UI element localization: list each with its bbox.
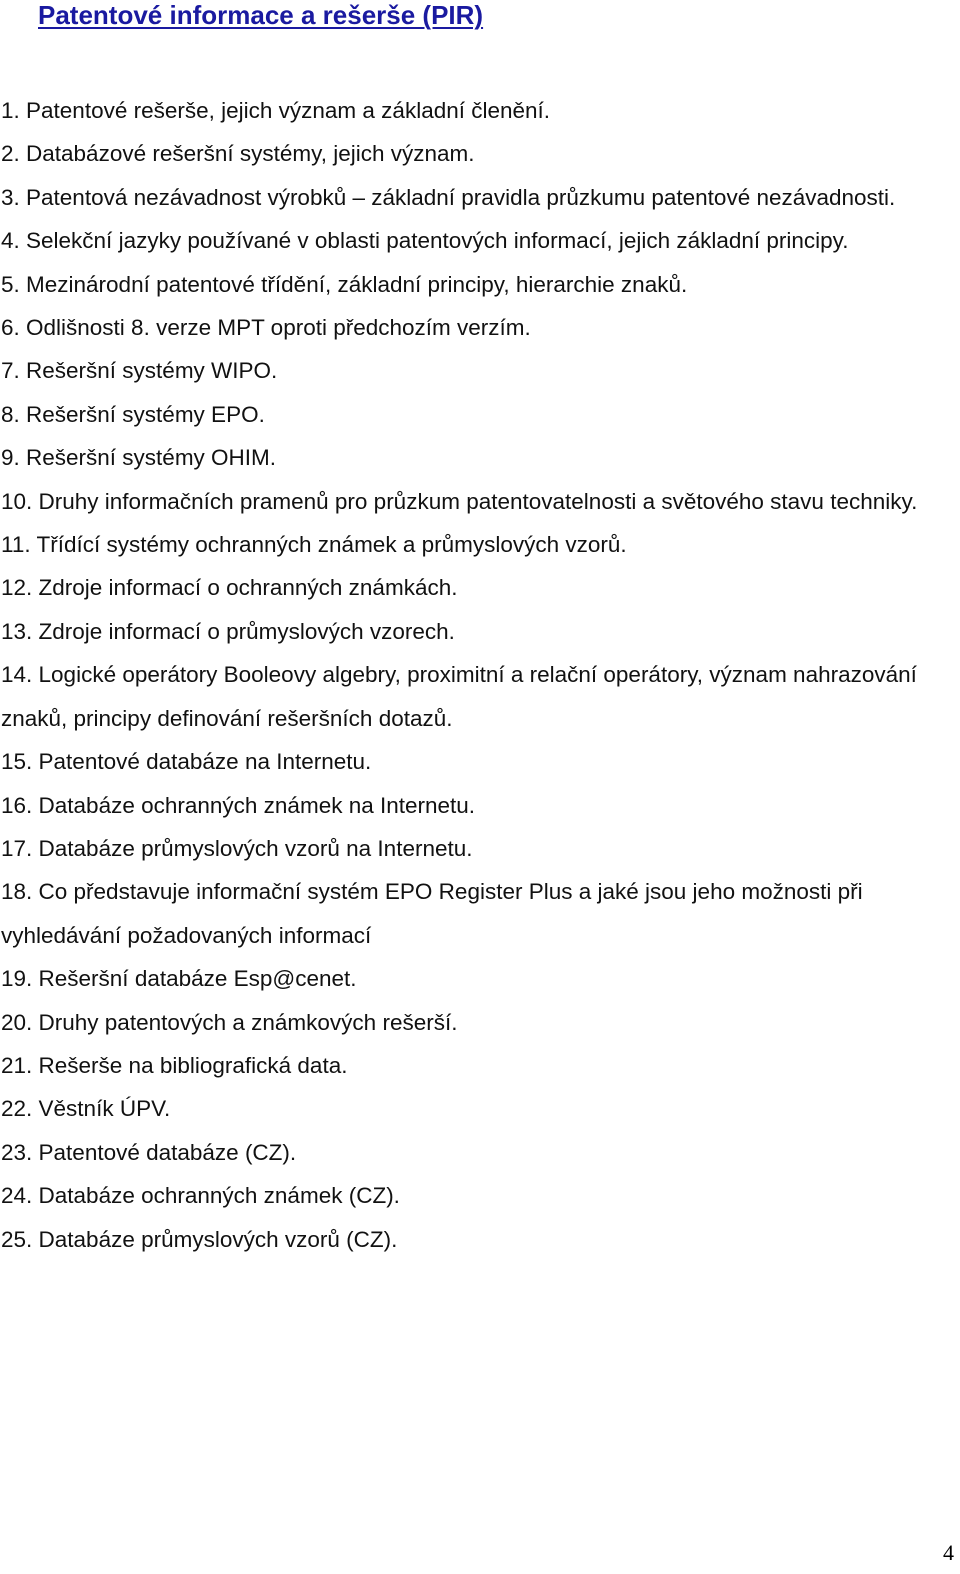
list-item: 11. Třídící systémy ochranných známek a průmyslových vzorů. bbox=[1, 532, 627, 558]
list-item: 17. Databáze průmyslových vzorů na Internetu. bbox=[1, 835, 473, 861]
list-item: 20. Druhy patentových a známkových rešerší. bbox=[1, 1009, 458, 1035]
list-item: 9. Rešeršní systémy OHIM. bbox=[1, 445, 277, 471]
list-item: 15. Patentové databáze na Internetu. bbox=[1, 749, 372, 775]
list-item: 2. Databázové rešeršní systémy, jejich význam. bbox=[1, 141, 475, 167]
page-number: 4 bbox=[943, 1540, 954, 1565]
list-item: 22. Věstník ÚPV. bbox=[1, 1096, 171, 1122]
list-item: 4. Selekční jazyky používané v oblasti patentových informací, jejich základní principy. bbox=[1, 228, 849, 254]
list-item: 19. Rešeršní databáze Esp@cenet. bbox=[1, 966, 357, 992]
list-item: 25. Databáze průmyslových vzorů (CZ). bbox=[1, 1226, 398, 1252]
list-item: 8. Rešeršní systémy EPO. bbox=[1, 401, 265, 427]
list-item: 18. Co představuje informační systém EPO Register Plus a jaké jsou jeho možnosti při vyhledávání požadovaných informací bbox=[1, 879, 863, 948]
list-item: 14. Logické operátory Booleovy algebry, proximitní a relační operátory, význam nahrazování znaků, principy definování rešeršních dotazů. bbox=[1, 662, 917, 731]
topic-list bbox=[1, 89, 931, 1261]
list-item: 1. Patentové rešerše, jejich význam a základní členění. bbox=[1, 98, 551, 123]
list-item: 5. Mezinárodní patentové třídění, základní principy, hierarchie znaků. bbox=[1, 271, 688, 297]
list-item: 23. Patentové databáze (CZ). bbox=[1, 1139, 297, 1165]
list-item: 16. Databáze ochranných známek na Internetu. bbox=[1, 792, 476, 818]
list-item: 24. Databáze ochranných známek (CZ). bbox=[1, 1183, 400, 1209]
list-item: 6. Odlišnosti 8. verze MPT oproti předchozím verzím. bbox=[1, 315, 531, 341]
page-title: Patentové informace a rešerše (PIR) bbox=[38, 0, 484, 30]
list-item: 13. Zdroje informací o průmyslových vzorech. bbox=[1, 618, 455, 644]
list-item: 7. Rešeršní systémy WIPO. bbox=[1, 358, 278, 384]
list-item: 12. Zdroje informací o ochranných známkách. bbox=[1, 575, 458, 601]
list-item: 21. Rešerše na bibliografická data. bbox=[1, 1052, 348, 1078]
list-item: 10. Druhy informačních pramenů pro průzkum patentovatelnosti a světového stavu techniky. bbox=[1, 488, 918, 514]
list-item: 3. Patentová nezávadnost výrobků – základní pravidla průzkumu patentové nezávadnosti. bbox=[1, 184, 896, 210]
